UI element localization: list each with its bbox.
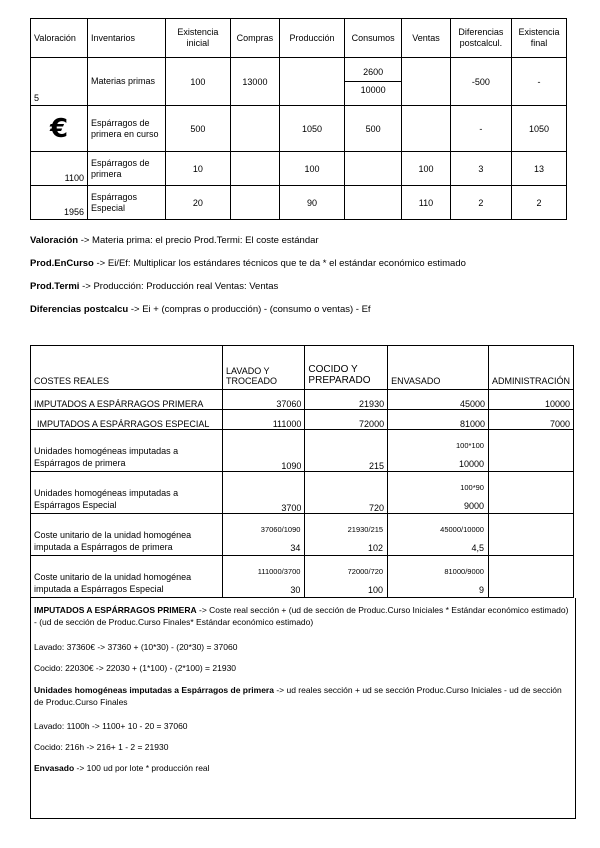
explanation-lavado: Lavado: 37360€ -> 37360 + (10*30) - (20*30) = 37060: [34, 642, 238, 652]
table-row: Unidades homogéneas imputadas a Espárragos de primera 1090 215 100*100 10000: [31, 430, 574, 472]
table-row: [31, 186, 567, 220]
compras-cell: [231, 186, 280, 220]
header-valoracion: Valoración: [31, 19, 88, 58]
row-label: Unidades homogéneas imputadas a Espárragos de primera: [31, 430, 223, 472]
costes-reales-table: [30, 345, 574, 598]
explanation-lavado-h: Lavado: 1100h -> 1100+ 10 - 20 = 37060: [34, 721, 188, 731]
row-label: Coste unitario de la unidad homogénea imputada a Espárragos Especial: [31, 556, 223, 598]
compras-cell: [231, 106, 280, 152]
row-label: Unidades homogéneas imputadas a Espárragos Especial: [31, 472, 223, 514]
explanation-imputados: IMPUTADOS A ESPÁRRAGOS PRIMERA -> Coste real sección + (ud de sección de Produc.Curso Iniciales * Estándar económico estimado) - (ud de sección de Produc.Curso Finales* Estándar económico estimado): [34, 605, 569, 627]
header-compras: Compras: [231, 19, 280, 58]
consumos-cell: [345, 152, 402, 186]
header-cocido: COCIDO Y PREPARADO: [305, 346, 388, 390]
ventas-cell: 110: [402, 186, 451, 220]
produccion-cell: [279, 58, 344, 106]
ventas-cell: [402, 58, 451, 106]
table-header-row: [31, 19, 567, 58]
valoracion-cell: 1100: [31, 152, 88, 186]
row-label: Coste unitario de la unidad homogénea imputada a Espárragos de primera: [31, 514, 223, 556]
header-lavado: LAVADO Y TROCEADO: [223, 346, 305, 390]
header-costes-reales: COSTES REALES: [31, 346, 223, 390]
ef-cell: -: [512, 58, 567, 106]
euro-icon: €: [49, 113, 69, 144]
ei-cell: 500: [165, 106, 230, 152]
note-diferencias: Diferencias postcalcu -> Ei + (compras o producción) - (consumo o ventas) - Ef: [30, 304, 371, 315]
diferencias-cell: -: [450, 106, 511, 152]
ef-cell: 13: [512, 152, 567, 186]
compras-cell: 13000: [231, 58, 280, 106]
table-row: IMPUTADOS A ESPÁRRAGOS PRIMERA 37060 21930 45000 10000: [31, 390, 574, 410]
note-valoracion: Valoración -> Materia prima: el precio Prod.Termi: El coste estándar: [30, 235, 319, 246]
explanation-cocido: Cocido: 22030€ -> 22030 + (1*100) - (2*100) = 21930: [34, 663, 237, 673]
consumos-top-value: 2600: [345, 64, 401, 82]
ei-cell: 10: [165, 152, 230, 186]
table-row: [31, 106, 567, 152]
valoracion-cell: 5: [31, 58, 88, 106]
table-row: Coste unitario de la unidad homogénea imputada a Espárragos Especial 111000/3700 30 72000/720 100 81000/9000 9: [31, 556, 574, 598]
header-inventarios: Inventarios: [88, 19, 166, 58]
produccion-cell: 100: [279, 152, 344, 186]
table-row: [31, 152, 567, 186]
ventas-cell: [402, 106, 451, 152]
note-prod-encurso: Prod.EnCurso -> Ei/Ef: Multiplicar los estándares técnicos que te da * el estándar económico estimado: [30, 258, 466, 269]
ventas-cell: 100: [402, 152, 451, 186]
diferencias-cell: 2: [450, 186, 511, 220]
consumos-cell: [345, 58, 402, 106]
produccion-cell: 1050: [279, 106, 344, 152]
ei-cell: 100: [165, 58, 230, 106]
table-row: IMPUTADOS A ESPÁRRAGOS ESPECIAL 111000 72000 81000 7000: [31, 410, 574, 430]
explanation-envasado: Envasado -> 100 ud por lote * producción real: [34, 763, 210, 773]
inventario-cell: Espárragos de primera: [88, 152, 166, 186]
valoracion-cell: [31, 106, 88, 152]
consumos-bottom-value: 10000: [360, 85, 386, 95]
header-existencia-inicial: Existencia inicial: [165, 19, 230, 58]
header-envasado: ENVASADO: [388, 346, 489, 390]
note-prod-termi: Prod.Termi -> Producción: Producción real Ventas: Ventas: [30, 281, 279, 292]
explanation-box: [30, 598, 576, 819]
inventory-table: [30, 18, 567, 220]
header-ventas: Ventas: [402, 19, 451, 58]
inventario-cell: Materias primas: [88, 58, 166, 106]
diferencias-cell: 3: [450, 152, 511, 186]
produccion-cell: 90: [279, 186, 344, 220]
header-existencia-final: Existencia final: [512, 19, 567, 58]
table-header-row: [31, 346, 574, 390]
inventario-cell: Espárragos Especial: [88, 186, 166, 220]
row-label: IMPUTADOS A ESPÁRRAGOS ESPECIAL: [31, 410, 223, 430]
header-administracion: ADMINISTRACIÓN: [488, 346, 573, 390]
table-row: Unidades homogéneas imputadas a Espárragos Especial 3700 720 100*90 9000: [31, 472, 574, 514]
table-row: [31, 58, 567, 106]
ef-cell: 1050: [512, 106, 567, 152]
header-diferencias: Diferencias postcalcul.: [450, 19, 511, 58]
diferencias-cell: -500: [450, 58, 511, 106]
header-produccion: Producción: [279, 19, 344, 58]
ef-cell: 2: [512, 186, 567, 220]
compras-cell: [231, 152, 280, 186]
explanation-unidades: Unidades homogéneas imputadas a Espárragos de primera -> ud reales sección + ud se sección Produc.Curso Iniciales - ud de sección de Produc.Curso Finales: [34, 685, 562, 707]
row-label: IMPUTADOS A ESPÁRRAGOS PRIMERA: [31, 390, 223, 410]
explanation-cocido-h: Cocido: 216h -> 216+ 1 - 2 = 21930: [34, 742, 169, 752]
table-row: Coste unitario de la unidad homogénea imputada a Espárragos de primera 37060/1090 34 21930/215 102 45000/10000 4,5: [31, 514, 574, 556]
ei-cell: 20: [165, 186, 230, 220]
valoracion-cell: 1956: [31, 186, 88, 220]
inventario-cell: Espárragos de primera en curso: [88, 106, 166, 152]
consumos-cell: 500: [345, 106, 402, 152]
header-consumos: Consumos: [345, 19, 402, 58]
consumos-cell: [345, 186, 402, 220]
